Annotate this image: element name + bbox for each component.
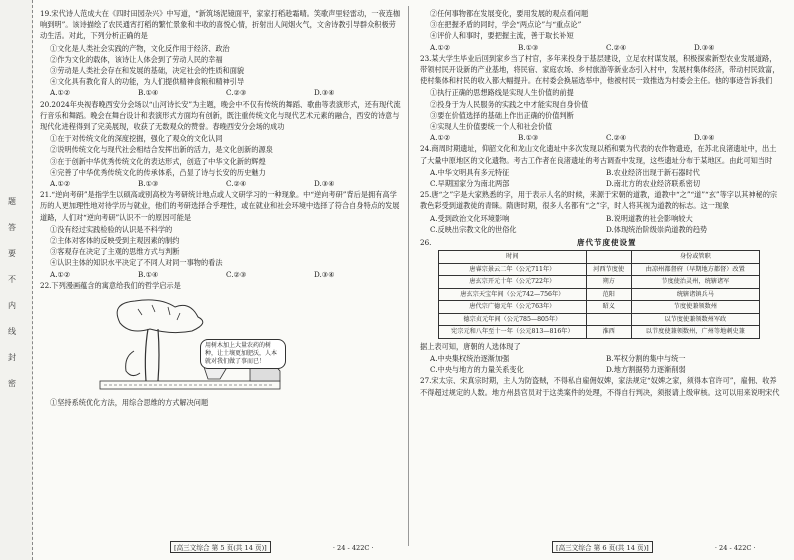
- table-title: 唐代节度使设置: [576, 238, 637, 248]
- question-25: [420, 189, 782, 235]
- question-number: 26.: [420, 238, 432, 248]
- answer-choice: B.说明道教的社会影响较大: [606, 213, 693, 223]
- statement-option: ②作为文化的载体，该诗让人体会到了劳动人民的幸福: [50, 54, 223, 64]
- answer-choice: C.②④: [226, 179, 247, 189]
- column-divider: [408, 6, 409, 546]
- answer-choice: A.①②: [50, 269, 71, 279]
- answer-choice: D.③④: [314, 88, 335, 98]
- margin-word: 要: [8, 249, 16, 258]
- answer-choice: D.体现统治阶级崇尚道教的趋势: [606, 224, 708, 234]
- question-stem: 19.宋代诗人范成大在《四时田园杂兴》中写道，“新筑场泥镜面平，家家打稻趁霜晴。笑歌声里轻雷动，一夜连枷响到明”。该诗描绘了农民通宵打稻的繁忙景象和丰收的喜悦心情，折射出人间烟火气，文舍诗教引导群众积极劳动生活。对此，下列分析正确的是: [40, 9, 401, 41]
- answer-choices: [420, 132, 782, 143]
- table-row: [439, 313, 760, 326]
- answer-choice: A.受到政治文化环境影响: [430, 213, 510, 223]
- answer-choice: B.①③: [518, 133, 539, 143]
- question-22-continued: [420, 8, 782, 53]
- margin-word: 不: [8, 275, 16, 284]
- answer-choice: A.中央集权统治逐渐加强: [430, 353, 510, 363]
- table-cell: 以节度使兼领数州，广州等地刺史兼: [631, 326, 759, 339]
- margin-word: 题: [8, 197, 16, 206]
- table-cell: 唐玄宗天宝年间（公元742—756年）: [439, 288, 587, 301]
- table-cell: 德宗贞元年间（公元785—805年）: [439, 313, 587, 326]
- answer-choice: D.③④: [694, 133, 715, 143]
- table-cell: 河西节度使: [586, 263, 631, 276]
- statement-option: ①没有经过实践检验的认识是不科学的: [50, 224, 173, 234]
- page-footer-right: [552, 541, 756, 553]
- question-stem: 21.“逆向考研”是指学生以硕高或别高校为考研统计地点或人文研学习的一种现象。中“逆向考研”背后是拥有高学历的人更加理性地对待学历与就业，他们的考研选择合乎理性，或在就业和社会环境中选择了符合自身特点的发展道路，人们对“逆向考研”认识不一的原因可能是: [40, 190, 400, 222]
- table-cell: 统辖诸镇兵马: [631, 288, 759, 301]
- statement-option: ②投身于为人民服务的实践之中才能实现自身价值: [430, 99, 589, 109]
- table-header-cell: [586, 251, 631, 264]
- cartoon-figure: [40, 293, 402, 393]
- table-cell: 节度使治灵州，统辖诸军: [631, 276, 759, 289]
- data-table: [438, 250, 760, 339]
- answer-choice: C.②③: [226, 88, 247, 98]
- answer-choices: [420, 42, 782, 53]
- answer-choice: A.①②: [50, 88, 71, 98]
- question-stem: 25.唐“之”字是大家熟悉的字，用于表示人名的时候，来源于宋朝的道教，道教中“之”“道”“玄”等字以其神秘的宗教色彩受到道教徒的青睐。隋唐时期，很多人名都有“之”字，时人将其视为道教的标志。这一现象: [420, 190, 778, 211]
- statement-option: ①坚持系统优化方法，用综合思维的方式解决问题: [50, 398, 209, 408]
- table-header-cell: 时间: [439, 251, 587, 264]
- answer-choice: C.反映出宗教文化的世俗化: [430, 224, 517, 234]
- answer-choice: B.军权分割的集中与统一: [606, 353, 686, 363]
- question-stem: 23.某大学生毕业后回到家乡当了村官，多年来投身于基层建设，立足农村谋发展，积极探索新型农业发展道路，带领村民开设新的产业基地，将民宿、家庭农场、乡村旅游等新业态引入村中，发展村集体经济，带动村民致富，使村集体和村民的收入都大幅提升。在村委会换届选举中，他被村民一致推选为村委会主任。他的事迹告诉我们: [420, 53, 780, 86]
- statement-option: ④评价人和事时，要把握主流，善于取长补短: [430, 31, 574, 41]
- answer-choice: B.①④: [138, 269, 159, 279]
- answer-choices: [40, 178, 402, 189]
- answer-choice: B.①③: [138, 179, 159, 189]
- speech-bubble: 用树木加上大量农药的树种，让土壤更加肥沃，人本就对我们做了事而已！: [200, 339, 286, 369]
- question-27: [420, 375, 782, 397]
- footer-subject: [高三文综合: [556, 544, 592, 552]
- footer-label: [552, 541, 653, 553]
- statement-option: ②说明传统文化与现代社会相结合发挥出新的活力，是文化创新的源泉: [50, 145, 273, 155]
- footer-label: [170, 541, 271, 553]
- question-stem: 20.2024年央视春晚西安分会场以“山河诗长安”为主题，晚会中不仅有传统的舞蹈、歌曲等表演形式，还有现代流行音乐和舞蹈。晚会在舞台设计和表演形式方面均有创新，既注重传统文化与现代艺术元素的融合，西安的诗意与现代化进程得到了完美展现，收获了无数观众的赞誉。春晚西安分会场的成功: [40, 99, 401, 132]
- margin-word: 密: [8, 379, 16, 388]
- table-row: [439, 326, 760, 339]
- question-stem: 27.宋太宗、宋真宗时期，主人为防盗贼，不得私自雇佣奴婢，家法规定“奴婢之家，须得本官许可”，雇佣、收养不得超过规定的人数。地方州县官员对于这类案件的处理，不得自行判决，须报请上级审核。这可以用来说明宋代: [420, 376, 780, 397]
- statement-option: ①文化是人类社会实践的产物，文化反作用于经济、政治: [50, 43, 230, 53]
- answer-choices: [40, 87, 402, 98]
- table-cell: 唐睿宗景云二年（公元711年）: [439, 263, 587, 276]
- question-26: [420, 235, 782, 375]
- table-cell: 范阳: [586, 288, 631, 301]
- answer-choice: A.中华文明具有多元特征: [430, 167, 510, 177]
- right-column: [420, 8, 782, 399]
- statement-option: ③要在价值选择的基础上作出正确的价值判断: [430, 110, 574, 120]
- answer-choices: [40, 269, 402, 280]
- footer-subject: [高三文综合: [174, 544, 210, 552]
- answer-choice: C.②④: [606, 133, 627, 143]
- statement-option: ②任何事物都在发展变化，要用发展的观点看问题: [430, 9, 589, 18]
- answer-choice: A.①②: [430, 42, 451, 52]
- statement-option: ④完善了中华优秀传统文化的传承体系，凸显了诗与长安的历史魅力: [50, 167, 266, 177]
- table-cell: 以节度使兼领数州军政: [631, 313, 759, 326]
- question-stem: 22.下列漫画蕴含的寓意给我们的哲学启示是: [40, 280, 181, 290]
- answer-choice: D.③④: [694, 42, 715, 52]
- table-cell: 唐玄宗开元十年（公元722年）: [439, 276, 587, 289]
- table-header-cell: 身份或管职: [631, 251, 759, 264]
- answer-choices: [420, 213, 782, 235]
- answer-choice: A.①②: [430, 133, 451, 143]
- footer-code: · 24 - 422C ·: [332, 544, 374, 552]
- question-22: [40, 280, 402, 408]
- statement-option: ④文化具有教化育人的功能，为人们提供精神食粮和精神引导: [50, 77, 245, 87]
- table-header-row: [439, 251, 760, 264]
- table-cell: 节度使兼领数州: [631, 301, 759, 314]
- answer-choice: C.早期国家分为南北两部: [430, 179, 510, 189]
- answer-choice: B.农业经济出现于新石器时代: [606, 167, 700, 177]
- question-24: [420, 143, 782, 189]
- answer-choice: B.①④: [138, 88, 159, 98]
- answer-choice: C.中央与地方的力量关系变化: [430, 365, 524, 375]
- table-cell: 昭义: [586, 301, 631, 314]
- table-cell: [586, 313, 631, 326]
- table-cell: 宪宗元和八年至十一年（公元813—816年）: [439, 326, 587, 339]
- statement-option: ③在把握矛盾的同时，学会“两点论”与“重点论”: [430, 20, 582, 30]
- answer-choices: [420, 167, 782, 189]
- statement-option: ④认识主体的知识水平决定了不同人对同一事物的看法: [50, 258, 223, 268]
- statement-option: ③在于创新中华优秀传统文化的表达形式，创造了中华文化新的辉煌: [50, 156, 266, 166]
- table-row: [439, 276, 760, 289]
- question-stem: 24.商周时期遗址，仰韶文化和龙山文化遗址中多次发现以稻和粟为代表的农作物遗迹，在苏北良渚遗址中，出土了大量中原地区的文化遗物。考古工作者在良渚遗址的考古调查中发现，这些遗址分布于某地区。由此可知当时: [420, 144, 777, 165]
- answer-choice: C.②④: [606, 42, 627, 52]
- table-cell: 唐代宗广德元年（公元763年）: [439, 301, 587, 314]
- answer-choice: D.地方割据势力逐渐削弱: [606, 365, 686, 375]
- margin-word: 内: [8, 301, 16, 310]
- statement-option: ④实现人生价值要统一个人和社会价值: [430, 122, 553, 132]
- statement-option: ②主体对客体的反映受到主观因素的制约: [50, 236, 180, 246]
- footer-page-number: 第 5 页(共 14 页)]: [211, 544, 267, 552]
- margin-word: 封: [8, 353, 16, 362]
- answer-choice: D.南北方的农业经济联系密切: [606, 179, 701, 189]
- binding-margin: [0, 0, 33, 560]
- margin-word: 答: [8, 223, 16, 232]
- statement-option: ③劳动是人类社会存在和发展的基础，决定社会的性质和面貌: [50, 66, 245, 76]
- page-footer-left: [170, 541, 374, 553]
- answer-choice: D.③④: [314, 179, 335, 189]
- answer-choice: B.①③: [518, 42, 539, 52]
- footer-code: · 24 - 422C ·: [714, 544, 756, 552]
- table-row: [439, 288, 760, 301]
- margin-word: 线: [8, 327, 16, 336]
- question-20: [40, 99, 402, 190]
- answer-choice: A.①②: [50, 179, 71, 189]
- answer-choices: [420, 353, 782, 375]
- answer-choice: C.②③: [226, 269, 247, 279]
- question-21: [40, 189, 402, 280]
- table-cell: 朔方: [586, 276, 631, 289]
- left-column: [40, 8, 402, 408]
- question-23: [420, 53, 782, 144]
- table-row: [439, 301, 760, 314]
- statement-option: ①执行正确的思想路线是实现人生价值的前提: [430, 88, 574, 98]
- question-19: [40, 8, 402, 99]
- table-row: [439, 263, 760, 276]
- footer-page-number: 第 6 页(共 14 页)]: [593, 544, 649, 552]
- table-cell: 淮西: [586, 326, 631, 339]
- statement-option: ①在于对传统文化的深度挖掘，强化了观众的文化认同: [50, 134, 223, 144]
- question-stem: 据上表可知，唐朝的人选体现了: [420, 341, 521, 351]
- statement-option: ③客观存在决定了主观的思维方式与判断: [50, 247, 180, 257]
- answer-choice: D.③④: [314, 269, 335, 279]
- table-cell: 由凉州都督府（早期地方都督）改置: [631, 263, 759, 276]
